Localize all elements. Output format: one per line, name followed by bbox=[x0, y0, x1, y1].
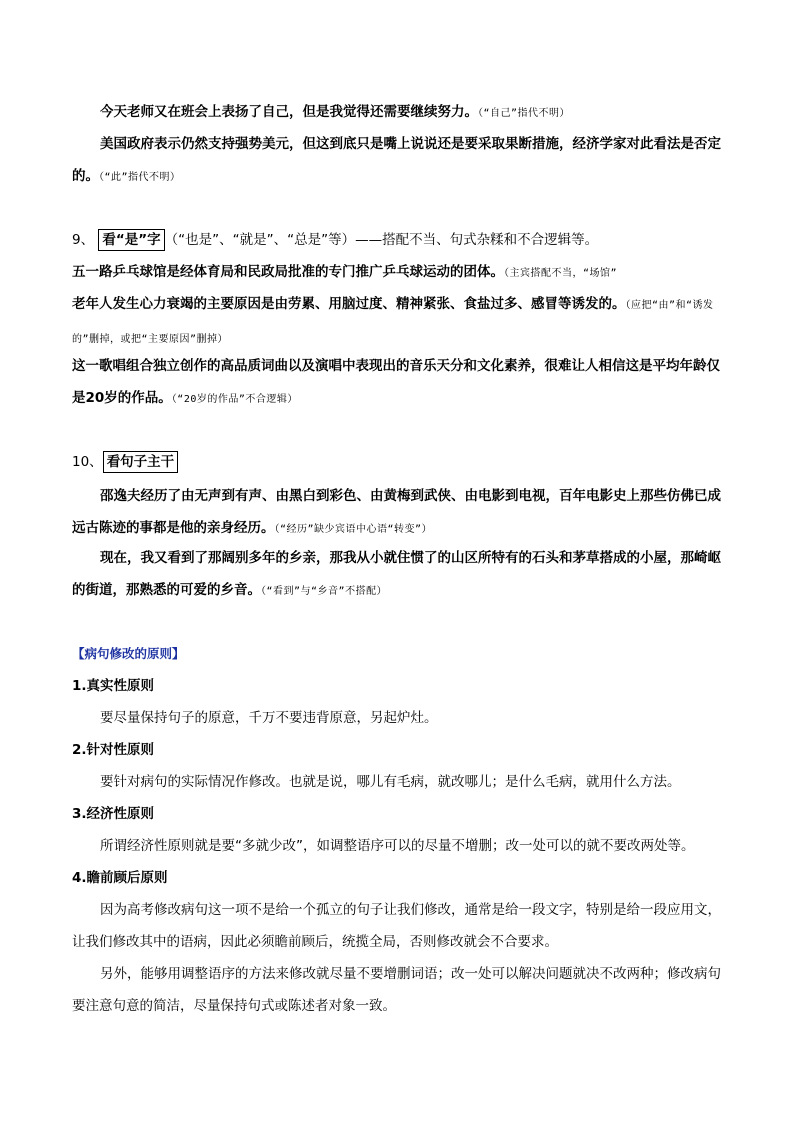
sentence-note: （“此”指代不明） bbox=[99, 172, 181, 183]
example-sentence bbox=[72, 480, 724, 546]
principle-text: 所谓经济性原则就是要“多就少改”，如调整语序可以的尽量不增删；改一处可以的就不要改两处等。 bbox=[100, 838, 695, 854]
sentence-text: 现在，我又看到了那阔别多年的乡亲，那我从小就住惯了的山区所特有的石头和茅草搭成的小屋，那崎岖的街道，那熟悉的可爱的乡音。 bbox=[72, 550, 721, 598]
example-sentence bbox=[72, 96, 724, 130]
principle-text: 要尽量保持句子的原意，千万不要违背原意，另起炉灶。 bbox=[100, 710, 438, 726]
principle-title: 4.瞻前顾后原则 bbox=[72, 870, 168, 886]
sentence-text: 今天老师又在班会上表扬了自己，但是我觉得还需要继续努力。 bbox=[100, 104, 478, 120]
sentence-text: 五一路乒乓球馆是经体育局和民政局批准的专门推广乒乓球运动的团体。 bbox=[72, 264, 504, 280]
item-10-heading bbox=[72, 446, 724, 478]
sentence-note: （“看到”与“乡音”不搭配） bbox=[261, 586, 388, 597]
sentence-note: （“经历”缺少宾语中心语“转变”） bbox=[274, 524, 433, 535]
item-9-heading bbox=[72, 224, 724, 256]
principle-text: 要针对病句的实际情况作修改。也就是说，哪儿有毛病，就改哪儿；是什么毛病，就用什么方法。 bbox=[100, 774, 681, 790]
sentence-text: 这一歌唱组合独立创作的高品质词曲以及演唱中表现出的音乐天分和文化素养，很难让人相信这是平均年龄仅是20岁的作品。 bbox=[72, 358, 720, 406]
sentence-text: 邵逸夫经历了由无声到有声、由黑白到彩色、由黄梅到武侠、由电影到电视，百年电影史上那些仿佛已成远古陈迹的事都是他的亲身经历。 bbox=[72, 488, 721, 536]
sentence-note: （“20岁的作品”不合逻辑） bbox=[171, 394, 298, 405]
item-boxed-title: 看句子主干 bbox=[103, 451, 179, 473]
example-sentence bbox=[72, 288, 724, 356]
example-sentence bbox=[72, 128, 724, 194]
sentence-text: 美国政府表示仍然支持强势美元，但这到底只是嘴上说说还是要采取果断措施，经济学家对此看法是否定的。 bbox=[72, 136, 721, 184]
closing-paragraph: 另外，能够用调整语序的方法来修改就尽量不要增删词语；改一处可以解决问题就决不改两种；修改病句要注意句意的简洁，尽量保持句式或陈述者对象一致。 bbox=[72, 966, 721, 1014]
sentence-note: （“自己”指代不明） bbox=[478, 108, 571, 119]
example-sentence bbox=[72, 256, 724, 290]
example-sentence bbox=[72, 542, 724, 608]
principle-title: 3.经济性原则 bbox=[72, 806, 155, 822]
principle-text: 因为高考修改病句这一项不是给一个孤立的句子让我们修改，通常是给一段文字，特别是给一段应用文，让我们修改其中的语病，因此必须瞻前顾后，统揽全局，否则修改就会不合要求。 bbox=[72, 902, 721, 950]
item-boxed-title: 看“是”字 bbox=[98, 229, 164, 251]
principle-title: 1.真实性原则 bbox=[72, 678, 155, 694]
item-number: 9、 bbox=[72, 232, 95, 248]
section-title: 【病句修改的原则】 bbox=[72, 646, 185, 661]
sentence-note: （应把“由”和“诱发的”删掉，或把“主要原因”删掉） bbox=[72, 300, 714, 345]
sentence-text: 老年人发生心力衰竭的主要原因是由劳累、用脑过度、精神紧张、食盐过多、感冒等诱发的。 bbox=[72, 296, 626, 312]
item-number: 10、 bbox=[72, 454, 103, 470]
item-description: （“也是”、“就是”、“总是”等）——搭配不当、句式杂糅和不合逻辑等。 bbox=[164, 232, 599, 248]
principle-title: 2.针对性原则 bbox=[72, 742, 155, 758]
example-sentence bbox=[72, 350, 724, 416]
sentence-note: （主宾搭配不当，“场馆” bbox=[504, 268, 618, 279]
